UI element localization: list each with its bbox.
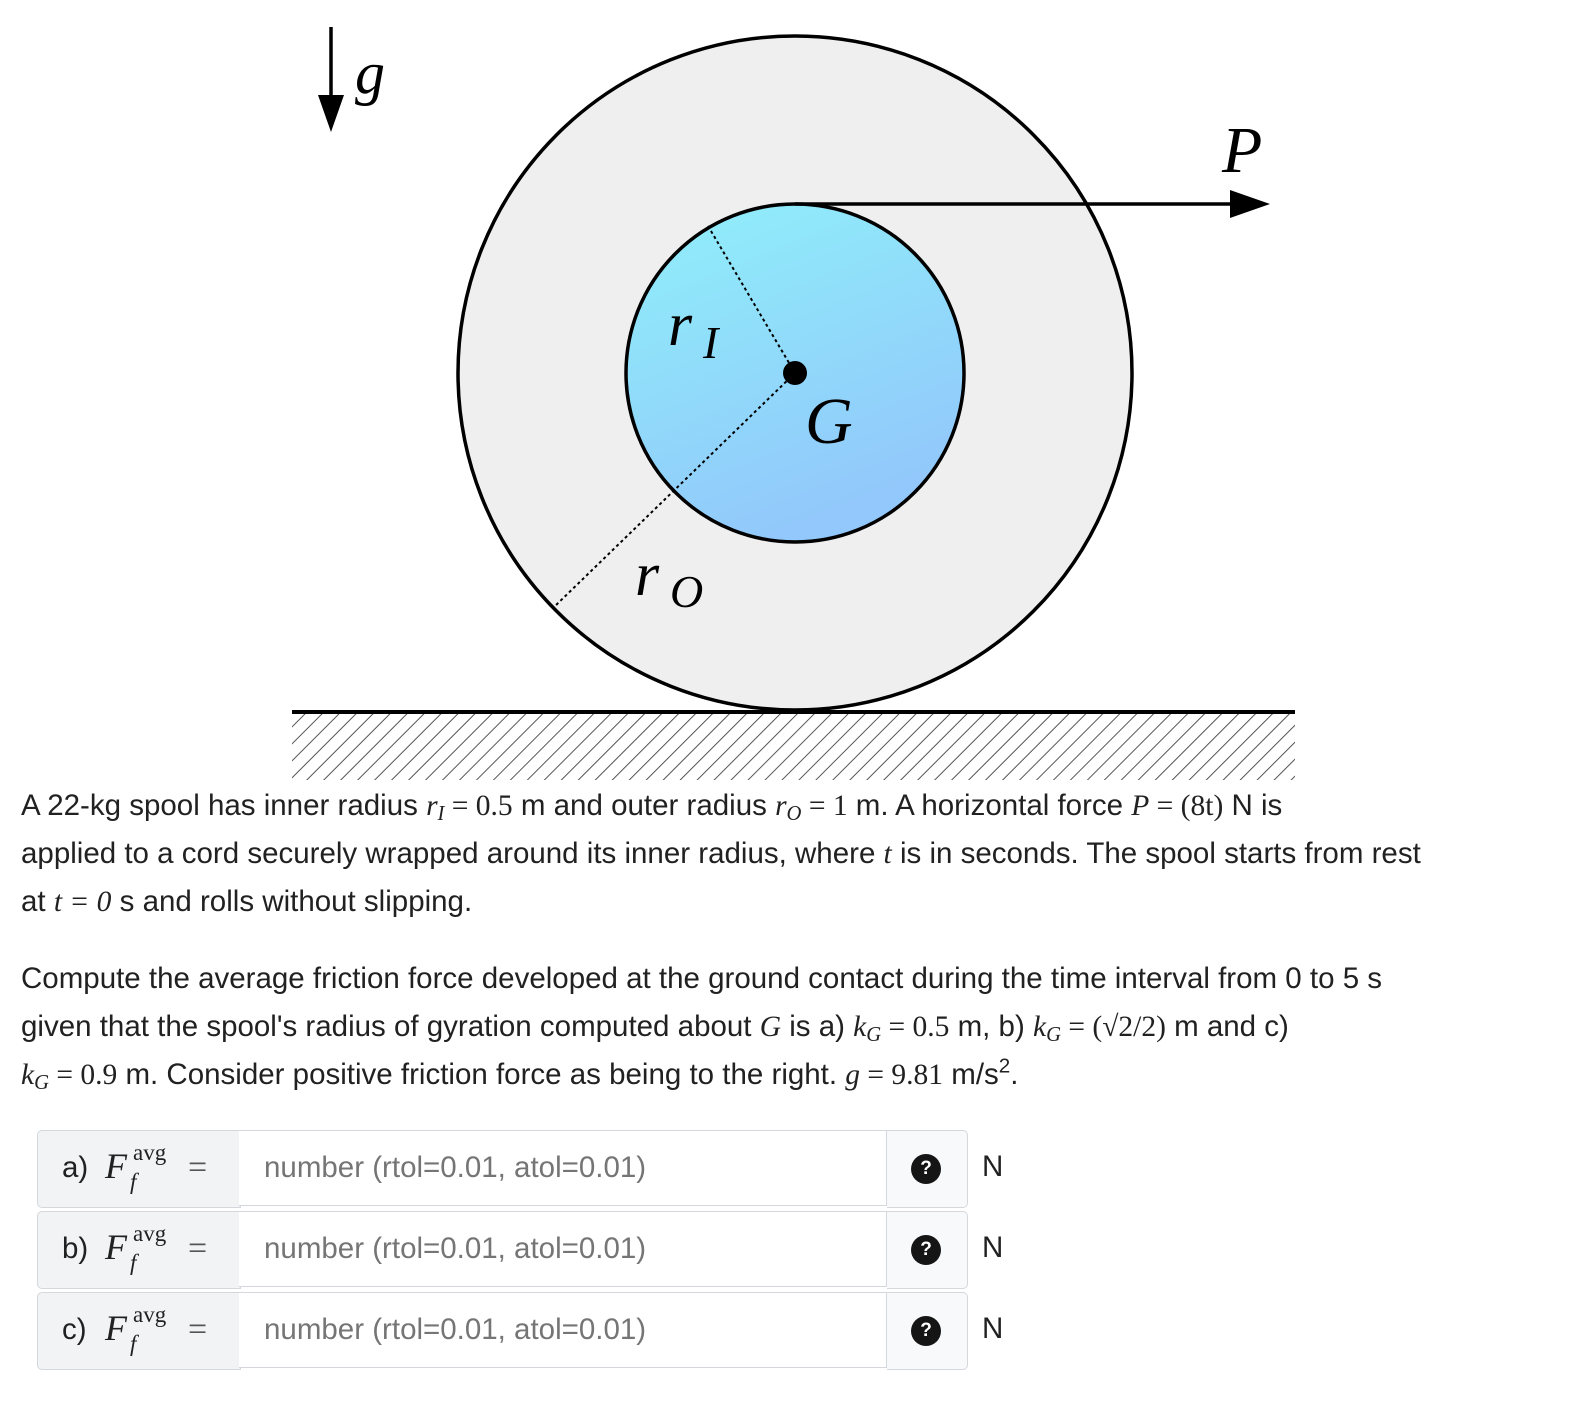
inner-radius-label: r	[668, 291, 693, 359]
question-line-3: $k_G = 0.9$ m. Consider positive friction force as being to the right. g = 9.81 $m/s^2$.	[21, 1054, 1019, 1095]
equals-sign: =	[188, 1311, 208, 1348]
answer-row-a	[37, 1130, 1004, 1208]
force-arrowhead	[1230, 190, 1270, 218]
unit-label-c: N	[982, 1312, 1004, 1345]
unit-label-b: N	[982, 1231, 1004, 1264]
answer-input-c[interactable]	[239, 1292, 887, 1368]
answer-group	[37, 1130, 1004, 1373]
center-label: G	[805, 385, 853, 458]
part-label: c)	[62, 1313, 87, 1346]
avg-superscript: avg	[133, 1221, 167, 1246]
answer-label-c	[37, 1292, 241, 1370]
answer-input-b[interactable]	[239, 1211, 887, 1287]
gravity-arrowhead	[318, 95, 344, 132]
f-subscript: f	[130, 1169, 137, 1194]
outer-radius-label: r	[635, 541, 660, 609]
question-text	[21, 955, 1571, 1099]
avg-superscript: avg	[133, 1302, 167, 1327]
outer-radius-subscript: O	[670, 566, 704, 617]
answer-label-b	[37, 1211, 241, 1289]
statement-line-2: applied to a cord securely wrapped around its inner radius, where t is in seconds. The spool starts from rest	[21, 837, 1421, 870]
answer-label-a	[37, 1130, 241, 1208]
question-line-2: given that the spool's radius of gyration computed about G is a) $k_G = 0.5$ m, b) $k_G = (√2/2)$ m and c)	[21, 1010, 1289, 1047]
answer-input-a[interactable]	[239, 1130, 887, 1206]
f-subscript: f	[130, 1331, 137, 1356]
force-symbol: F	[105, 1308, 127, 1348]
avg-superscript: avg	[133, 1140, 167, 1165]
equals-sign: =	[188, 1230, 208, 1267]
ground-hatch	[292, 712, 1295, 780]
question-circle-icon[interactable]: ?	[911, 1154, 941, 1184]
center-point	[783, 361, 807, 385]
force-symbol: F	[105, 1227, 127, 1267]
force-label: P	[1222, 114, 1263, 187]
statement-line-1: A 22-kg spool has inner radius $r_I = 0.5$ m and outer radius $r_O = 1$ m. A horizontal force P = (8t) N is	[21, 789, 1283, 826]
question-line-1: Compute the average friction force developed at the ground contact during the time interval from 0 to 5 s	[21, 962, 1383, 995]
answer-row-b	[37, 1211, 1004, 1289]
unit-label-a: N	[982, 1150, 1004, 1183]
statement-line-3: at t = 0 s and rolls without slipping.	[21, 885, 473, 918]
part-label: a)	[62, 1151, 89, 1184]
help-button-b[interactable]	[887, 1211, 968, 1289]
help-button-c[interactable]	[887, 1292, 968, 1370]
f-subscript: f	[130, 1250, 137, 1275]
inner-radius-subscript: I	[703, 317, 719, 368]
force-symbol: F	[105, 1146, 127, 1186]
help-button-a[interactable]	[887, 1130, 968, 1208]
question-circle-icon[interactable]: ?	[911, 1316, 941, 1346]
gravity-label: g	[355, 40, 385, 106]
equals-sign: =	[188, 1149, 208, 1186]
problem-statement	[21, 782, 1571, 926]
answer-row-c	[37, 1292, 1004, 1370]
question-circle-icon[interactable]: ?	[911, 1235, 941, 1265]
part-label: b)	[62, 1232, 89, 1265]
